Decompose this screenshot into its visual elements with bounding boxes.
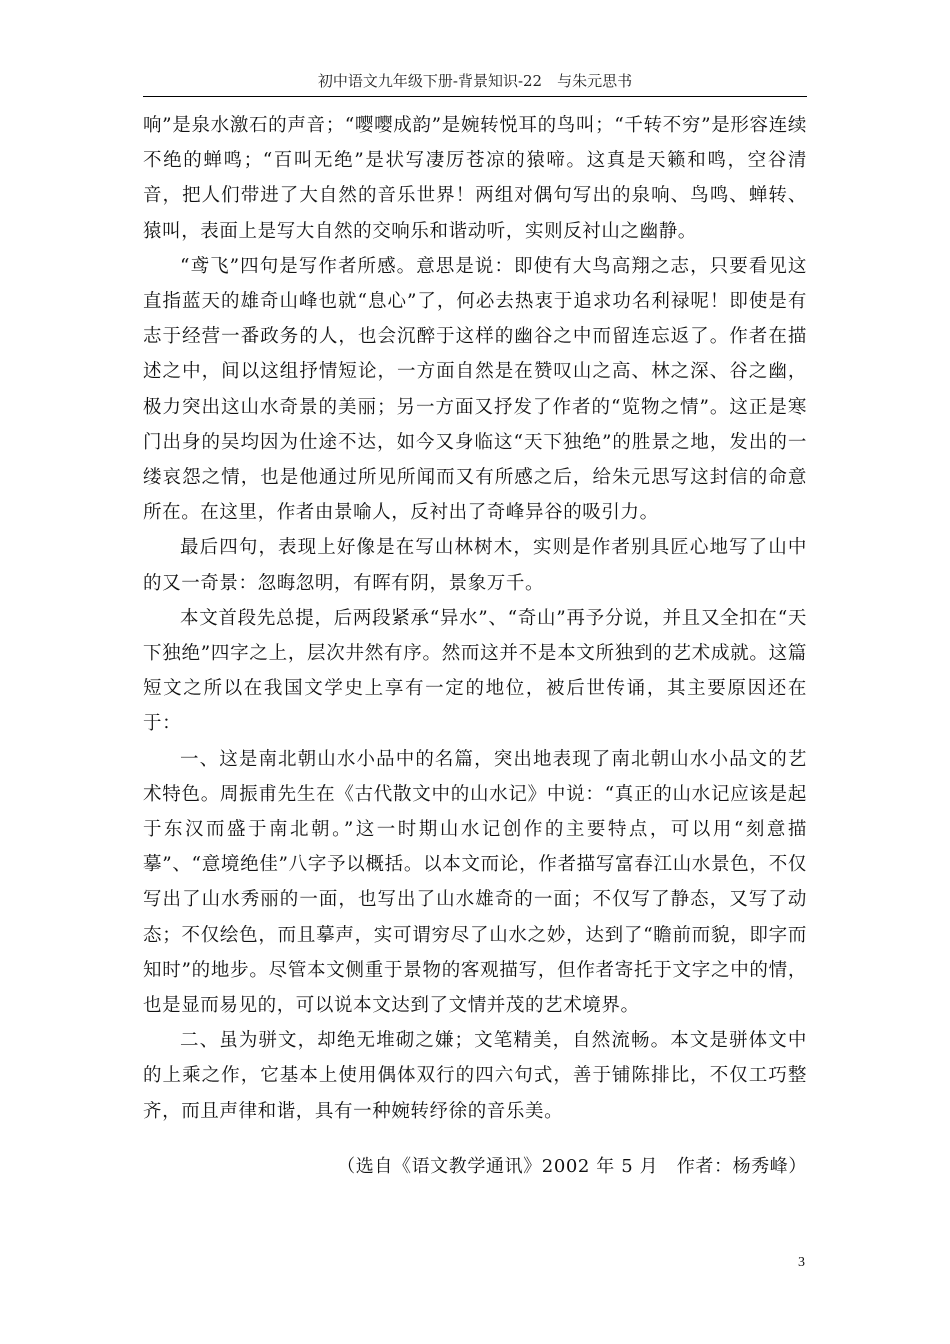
paragraph-4: 本文首段先总提，后两段紧承“异水”、“奇山”再予分说，并且又全扣在“天下独绝”四字之上，层次井然有序。然而这并不是本文所独到的艺术成就。这篇短文之所以在我国文学史上享有一定的地位，被后世传诵，其主要原因还在于：: [143, 607, 807, 735]
page-header: 初中语文九年级下册-背景知识-22 与朱元思书: [317, 72, 633, 90]
paragraph-3: 最后四句，表现上好像是在写山林树木，实则是作者别具匠心地写了山中的又一奇景：忽晦忽明，有晖有阴，景象万千。: [143, 537, 807, 594]
body-text: [143, 108, 807, 1129]
page-number: 3: [798, 1255, 805, 1270]
source-citation: （选自《语文教学通讯》2002 年 5 月 作者：杨秀峰）: [337, 1156, 807, 1177]
paragraph-2: “鸢飞”四句是写作者所感。意思是说：即使有大鸟高翔之志，只要看见这直指蓝天的雄奇山峰也就“息心”了，何必去热衷于追求功名利禄呢！即使是有志于经营一番政务的人，也会沉醉于这样的幽谷之中而留连忘返了。作者在描述之中，间以这组抒情短论，一方面自然是在赞叹山之高、林之深、谷之幽，极力突出这山水奇景的美丽；另一方面又抒发了作者的“览物之情”。这正是寒门出身的吴均因为仕途不达，如今又身临这“天下独绝”的胜景之地，发出的一缕哀怨之情，也是他通过所见所闻而又有所感之后，给朱元思写这封信的命意所在。在这里，作者由景喻人，反衬出了奇峰异谷的吸引力。: [143, 255, 807, 524]
header-rule: [143, 96, 807, 97]
paragraph-5: 一、这是南北朝山水小品中的名篇，突出地表现了南北朝山水小品文的艺术特色。周振甫先生在《古代散文中的山水记》中说：“真正的山水记应该是起于东汉而盛于南北朝。”这一时期山水记创作的主要特点，可以用“刻意描摹”、“意境绝佳”八字予以概括。以本文而论，作者描写富春江山水景色，不仅写出了山水秀丽的一面，也写出了山水雄奇的一面；不仅写了静态，又写了动态；不仅绘色，而且摹声，实可谓穷尽了山水之妙，达到了“瞻前而貌，即字而知时”的地步。尽管本文侧重于景物的客观描写，但作者寄托于文字之中的情，也是显而易见的，可以说本文达到了文情并茂的艺术境界。: [143, 748, 807, 1017]
paragraph-6: 二、虽为骈文，却绝无堆砌之嫌；文笔精美，自然流畅。本文是骈体文中的上乘之作，它基本上使用偶体双行的四六句式，善于铺陈排比，不仅工巧整齐，而且声律和谐，具有一种婉转纾徐的音乐美。: [143, 1030, 807, 1122]
paragraph-1: 响”是泉水激石的声音；“嘤嘤成韵”是婉转悦耳的鸟叫；“千转不穷”是形容连续不绝的蝉鸣；“百叫无绝”是状写凄厉苍凉的猿啼。这真是天籁和鸣，空谷清音，把人们带进了大自然的音乐世界！两组对偶句写出的泉响、鸟鸣、蝉转、猿叫，表面上是写大自然的交响乐和谐动听，实则反衬山之幽静。: [143, 115, 807, 242]
